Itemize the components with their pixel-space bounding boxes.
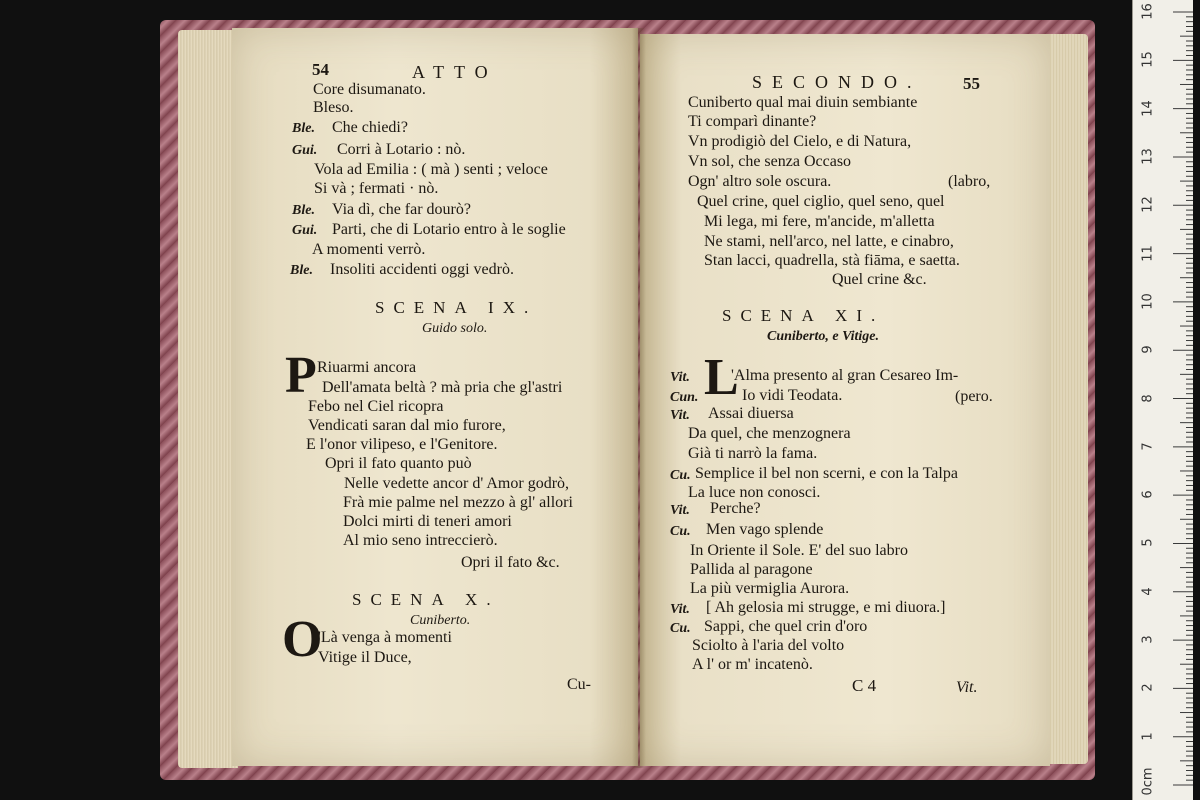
ruler-number: 16	[1140, 3, 1156, 20]
left-catchword: Cu-	[567, 676, 591, 693]
measuring-ruler	[1132, 0, 1193, 800]
dialogue-line: Insoliti accidenti oggi vedrò.	[330, 261, 514, 278]
dialogue-line: Via dì, che far dourò?	[332, 201, 471, 218]
speaker-label: Gui.	[292, 143, 318, 158]
ruler-number: 1	[1140, 732, 1156, 741]
dialogue-line: Che chiedi?	[332, 119, 408, 136]
scene-9-line: Riuarmi ancora	[317, 359, 417, 376]
speaker-label: Ble.	[292, 203, 315, 218]
left-running-head: ATTO	[412, 62, 498, 82]
dialogue-line: Men vago splende	[706, 521, 824, 538]
speaker-label: Vit.	[670, 602, 690, 617]
pero-note: (pero.	[955, 388, 993, 405]
speaker-label: Cun.	[670, 390, 699, 405]
right-page-number: 55	[963, 74, 980, 93]
left-line: Core disumanato.	[313, 81, 426, 98]
page-edges-left	[178, 30, 238, 768]
ruler-number: 2	[1140, 683, 1156, 693]
right-line: Ti comparì dinante?	[688, 113, 817, 130]
ruler-number: 4	[1140, 587, 1156, 596]
signature-mark: C 4	[852, 676, 877, 695]
scene-9-title: SCENA IX.	[375, 298, 538, 317]
dialogue-line: Perche?	[710, 500, 761, 517]
right-line: Vn sol, che senza Occaso	[688, 153, 852, 170]
right-line: Vn prodigiò del Cielo, e di Natura,	[688, 133, 912, 150]
ruler-number: 7	[1140, 442, 1156, 451]
right-line: Quel crine, quel ciglio, quel seno, quel	[697, 193, 945, 210]
right-line: Quel crine &c.	[832, 271, 927, 288]
right-line: Stan lacci, quadrella, stà fiāma, e saetta.	[704, 252, 960, 269]
scene-9-line: Al mio seno intreccierò.	[343, 532, 498, 549]
scene-9-line: Dolci mirti di teneri amori	[343, 513, 512, 530]
right-line: Ne stami, nell'arco, nel latte, e cinabro,	[704, 233, 954, 250]
right-catchword: Vit.	[956, 679, 978, 696]
dialogue-line: Corri à Lotario : nò.	[337, 141, 466, 158]
scene-11-dropcap: L	[704, 349, 739, 406]
ruler-number: 5	[1140, 538, 1156, 548]
dialogue-line: Già ti narrò la fama.	[688, 445, 818, 462]
ruler-number: 8	[1140, 393, 1156, 403]
gutter	[632, 28, 646, 768]
scene-9-dropcap: P	[285, 347, 317, 404]
speaker-label: Cu.	[670, 621, 691, 636]
speaker-label: Cu.	[670, 468, 691, 483]
speaker-label: Gui.	[292, 223, 318, 238]
dialogue-line: Vola ad Emilia : ( mà ) senti ; veloce	[314, 161, 548, 178]
ruler-number: 12	[1140, 196, 1156, 214]
ruler-number: 13	[1140, 148, 1156, 165]
speaker-label: Vit.	[670, 408, 690, 423]
speaker-label: Ble.	[292, 121, 315, 136]
dialogue-line: Sappi, che quel crin d'oro	[704, 618, 868, 635]
scene-10-line: Vitige il Duce,	[318, 649, 412, 666]
ruler-number: 9	[1140, 345, 1156, 354]
ruler-number: 14	[1140, 99, 1156, 117]
dialogue-line: Si và ; fermati · nò.	[314, 180, 439, 197]
ruler-number: 3	[1140, 635, 1156, 644]
labro-note: (labro,	[948, 173, 991, 190]
ruler-number: 15	[1140, 51, 1156, 69]
scene-10-subtitle: Cuniberto.	[410, 613, 471, 628]
scene-10-title: SCENA X.	[352, 590, 500, 609]
scene-10-line: 'Là venga à momenti	[318, 629, 452, 646]
scene-9-line: E l'onor vilipeso, e l'Genitore.	[306, 436, 498, 453]
dialogue-line: [ Ah gelosia mi strugge, e mi diuora.]	[706, 599, 946, 616]
ruler-number: 6	[1140, 490, 1156, 499]
scene-9-subtitle: Guido solo.	[422, 321, 488, 336]
left-line: Bleso.	[313, 99, 354, 116]
speaker-label: Vit.	[670, 503, 690, 518]
scene-9-line: Frà mie palme nel mezzo à gl' allori	[343, 494, 573, 511]
scene-11-title: SCENA XI.	[722, 306, 885, 325]
dialogue-line: Io vidi Teodata.	[742, 387, 843, 404]
right-line: Cuniberto qual mai diuin sembiante	[688, 94, 918, 111]
scene-9-line: Dell'amata beltà ? mà pria che gl'astri	[322, 379, 563, 396]
dialogue-line: In Oriente il Sole. E' del suo labro	[690, 542, 908, 559]
right-line: Ogn' altro sole oscura.	[688, 173, 832, 190]
dialogue-line: 'Alma presento al gran Cesareo Im-	[731, 367, 959, 384]
left-page-number: 54	[312, 60, 329, 79]
scene-9-line: Vendicati saran dal mio furore,	[308, 417, 506, 434]
dialogue-line: La luce non conosci.	[688, 484, 821, 501]
dialogue-line: A l' or m' incatenò.	[692, 656, 813, 673]
dialogue-line: Pallida al paragone	[690, 561, 813, 578]
dialogue-line: A momenti verrò.	[312, 241, 426, 258]
dialogue-line: Semplice il bel non scerni, e con la Talpa	[695, 465, 958, 482]
dialogue-line: Parti, che di Lotario entro à le soglie	[332, 221, 566, 238]
scene-9-line: Opri il fato &c.	[461, 554, 560, 571]
scene-10-dropcap: O	[282, 611, 323, 668]
dialogue-line: Assai diuersa	[708, 405, 794, 422]
scene-9-line: Febo nel Ciel ricopra	[308, 398, 444, 415]
right-line: Mi lega, mi fere, m'ancide, m'alletta	[704, 213, 935, 230]
speaker-label: Vit.	[670, 370, 690, 385]
ruler-number: 0cm	[1140, 767, 1156, 796]
dialogue-line: La più vermiglia Aurora.	[690, 580, 850, 597]
ruler-number: 11	[1140, 244, 1156, 262]
scene-9-line: Nelle vedette ancor d' Amor godrò,	[344, 475, 570, 492]
dialogue-line: Sciolto à l'aria del volto	[692, 637, 845, 654]
speaker-label: Cu.	[670, 524, 691, 539]
scene-9-line: Opri il fato quanto può	[325, 455, 472, 472]
dialogue-line: Da quel, che menzognera	[688, 425, 851, 442]
speaker-label: Ble.	[290, 263, 313, 278]
ruler-number: 10	[1140, 293, 1156, 310]
scene-11-subtitle: Cuniberto, e Vitige.	[767, 329, 880, 344]
right-running-head: SECONDO.	[752, 72, 922, 92]
